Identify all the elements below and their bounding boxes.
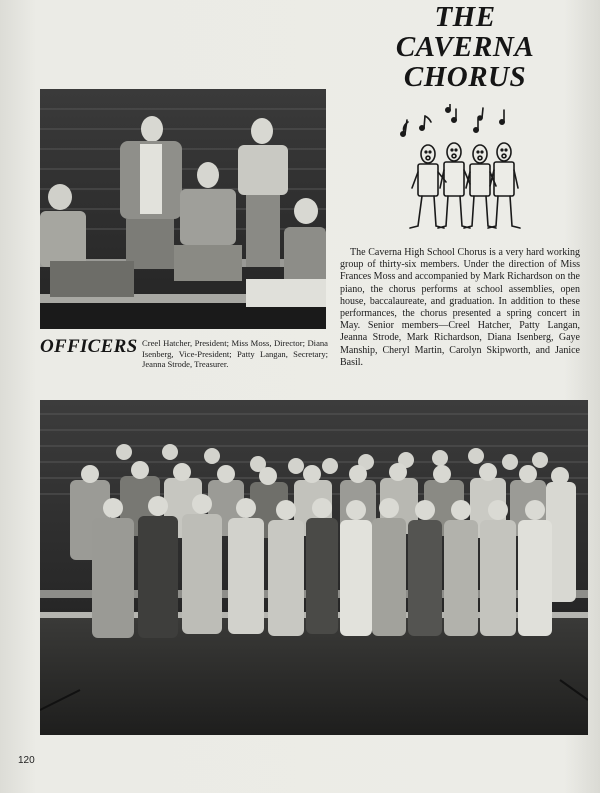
officers-caption: Creel Hatcher, President; Miss Moss, Director; Diana Isenberg, Vice-President; Patty Langan, Secretary; Jeanna Strode, Treasurer. <box>142 338 328 370</box>
officers-photo <box>40 89 326 329</box>
officers-heading: OFFICERS <box>40 336 138 357</box>
chorus-group-photo <box>40 400 588 735</box>
title-line-2: CAVERNA <box>395 31 535 63</box>
title-line-1: THE <box>434 1 496 33</box>
page-title <box>380 2 550 92</box>
singer-figure-2 <box>438 143 470 228</box>
chorus-singers-illustration <box>398 104 524 242</box>
page-number: 120 <box>18 755 35 766</box>
singer-figure-4 <box>488 143 520 228</box>
singer-figure-3 <box>464 145 496 228</box>
title-line-3: CHORUS <box>403 61 527 93</box>
chorus-description: The Caverna High School Chorus is a very hard working group of thirty-six members. Under the direction of Miss Frances Moss and accompanied by Mark Richardson on the piano, the chorus performs at school assemblies, open house, baccalaureate, and graduation. In addition to these performances, the chorus presented a spring concert in May. Senior members—Creel Hatcher, Patty Langan, Jeanna Strode, Mark Richardson, Diana Isenberg, Gaye Manship, Cheryl Martin, Carolyn Skipworth, and Janice Basil. <box>340 247 580 368</box>
music-notes-icon <box>401 104 504 136</box>
